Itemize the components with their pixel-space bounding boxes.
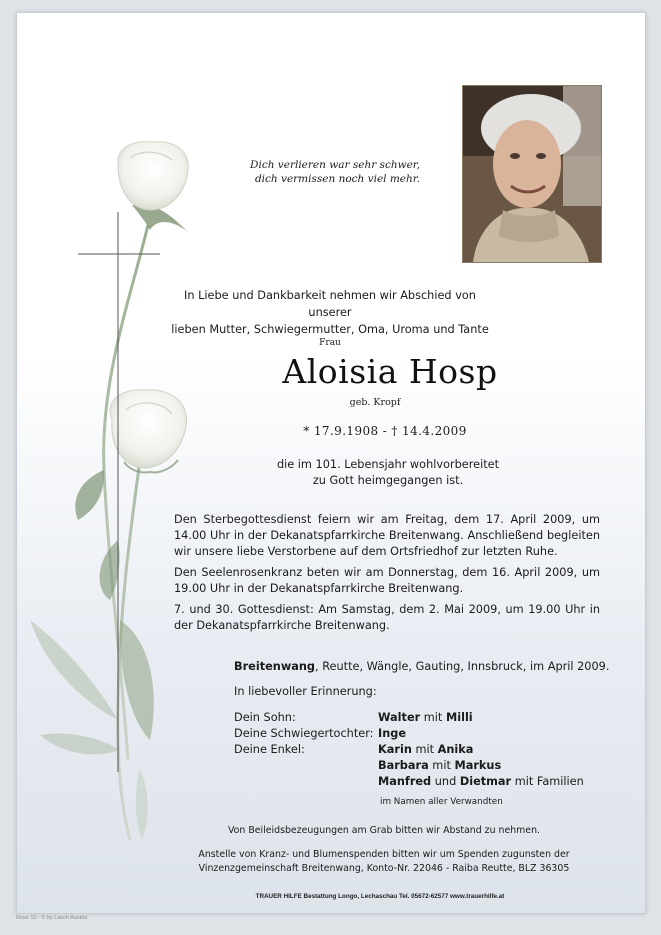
portrait-image: [463, 86, 601, 262]
relation-label: Dein Sohn:: [234, 711, 296, 724]
passing-line: die im 101. Lebensjahr wohlvorbereitet: [276, 458, 500, 471]
salutation: Frau: [319, 338, 341, 348]
relation-label: Deine Schwiegertochter:: [234, 727, 374, 740]
family-name: Manfred: [378, 775, 432, 788]
intro-line: lieben Mutter, Schwiegermutter, Oma, Uroma und Tante: [171, 323, 489, 336]
place-bold: Breitenwang: [234, 660, 316, 673]
relation-label: Deine Enkel:: [234, 743, 305, 756]
family-tail: mit Familien: [511, 775, 584, 788]
deceased-name: Aloisia Hosp: [282, 352, 498, 391]
family-name: Karin: [378, 743, 412, 756]
memory-heading: In liebevoller Erinnerung:: [234, 685, 377, 698]
funeral-home-footer: TRAUER HILFE Bestattung Longo, Lechaschau Tel. 05672-62577 www.trauerhilfe.at: [255, 893, 505, 900]
donation-line: Vinzenzgemeinschaft Breitenwang, Konto-Nr. 22046 - Raiba Reutte, BLZ 36305: [198, 863, 570, 874]
family-name: Dietmar: [459, 775, 512, 788]
family-conj: mit: [420, 711, 446, 724]
verse: [230, 158, 420, 186]
intro-line: In Liebe und Dankbarkeit nehmen wir Abschied von unserer: [184, 289, 476, 319]
family-name: Barbara: [378, 759, 429, 772]
verse-line: dich vermissen noch viel mehr.: [254, 173, 420, 185]
family-name: Inge: [378, 727, 406, 740]
life-dates: * 17.9.1908 - † 14.4.2009: [303, 424, 467, 438]
family-names: [378, 710, 618, 726]
donation-line: Anstelle von Kranz- und Blumenspenden bitten wir um Spenden zugunsten der: [198, 849, 570, 860]
condolence-note: Von Beileidsbezeugungen am Grab bitten wir Abstand zu nehmen.: [228, 825, 540, 836]
family-conj: und: [431, 775, 460, 788]
intro-text: [170, 287, 490, 338]
verse-line: Dich verlieren war sehr schwer,: [250, 159, 420, 171]
donation-note: [174, 848, 594, 876]
passing-text: [250, 457, 526, 489]
family-name: Markus: [454, 759, 502, 772]
family-names: [378, 758, 618, 774]
maiden-name: geb. Kropf: [349, 397, 401, 408]
family-conj: mit: [411, 743, 438, 756]
family-names: [378, 742, 618, 758]
family-name: Anika: [437, 743, 474, 756]
funeral-service-text: Den Sterbegottesdienst feiern wir am Freitag, dem 17. April 2009, um 14.00 Uhr in der Dekanatspfarrkirche Breitenwang. Anschließend begleiten wir unsere liebe Verstorbene auf dem Ortsfriedhof zur letzten Ruhe.: [174, 513, 600, 558]
all-relatives: im Namen aller Verwandten: [380, 797, 503, 807]
portrait-photo: [462, 85, 602, 263]
family-name: Walter: [378, 711, 421, 724]
place-rest: , Reutte, Wängle, Gauting, Innsbruck, im April 2009.: [315, 660, 610, 673]
family-names: [378, 726, 618, 742]
rosary-text: Den Seelenrosenkranz beten wir am Donnerstag, dem 16. April 2009, um 19.00 Uhr in der Dekanatspfarrkirche Breitenwang.: [174, 566, 600, 595]
family-conj: mit: [428, 759, 455, 772]
place-date: [234, 660, 614, 673]
family-names: [378, 774, 618, 790]
memorial-mass-text: 7. und 30. Gottesdienst: Am Samstag, dem 2. Mai 2009, um 19.00 Uhr in der Dekanatspfarrkirche Breitenwang.: [174, 603, 600, 632]
family-name: Milli: [445, 711, 473, 724]
corner-note: Rose 10 - © by Lasch Austria: [16, 915, 88, 921]
passing-line: zu Gott heimgegangen ist.: [312, 474, 464, 487]
